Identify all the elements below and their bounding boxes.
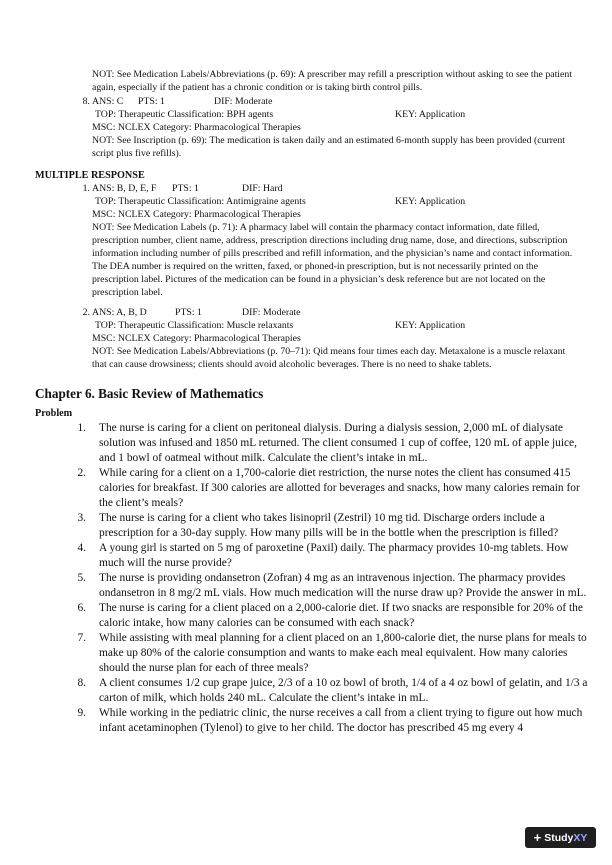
section-heading-multiple-response: MULTIPLE RESPONSE: [35, 170, 145, 181]
answer-difficulty: DIF: Moderate: [242, 307, 301, 318]
problem-item: [72, 631, 592, 676]
problem-text: The nurse is caring for a client placed on a 2,000-calorie diet. If two snacks are responsible for 20% of the caloric intake, how many calories can be consumed with each snack?: [99, 602, 583, 629]
answer-points: PTS: 1: [172, 183, 199, 194]
problem-number: 7.: [77, 632, 86, 644]
answer-keyword: KEY: Application: [395, 196, 466, 207]
answer-number: 1.: [82, 183, 90, 194]
answer-topic: TOP: Therapeutic Classification: Muscle relaxants: [95, 320, 294, 331]
answer-key: ANS: B, D, E, F: [92, 183, 157, 194]
problem-text: The nurse is caring for a client who takes lisinopril (Zestril) 10 mg tid. Discharge orders include a prescription for a 30-day supply. How many pills will be in the bottle when the prescription is filled?: [99, 512, 559, 539]
logo-study: Study: [544, 831, 574, 844]
problem-number: 2.: [77, 467, 86, 479]
problem-number: 9.: [77, 707, 86, 719]
problem-text: The nurse is caring for a client on peritoneal dialysis. During a dialysis session, 2,000 mL of dialysate solution was infused and 1850 mL returned. The client consumed 1 cup of coffee, 120 mL of apple juice, and 1 bowl of oatmeal without milk. Calculate the client’s intake in mL.: [99, 422, 577, 464]
answer-points: PTS: 1: [138, 96, 165, 107]
answer-keyword: KEY: Application: [395, 109, 466, 120]
problem-list: [72, 421, 592, 736]
problem-item: [72, 421, 592, 466]
mr-answer-2: [72, 306, 577, 371]
answer-difficulty: DIF: Hard: [242, 183, 283, 194]
problem-item: [72, 676, 592, 706]
problem-number: 4.: [77, 542, 86, 554]
answer-topic: TOP: Therapeutic Classification: Antimigraine agents: [95, 196, 306, 207]
answer-key: ANS: A, B, D: [92, 307, 147, 318]
refill-note: NOT: See Medication Labels/Abbreviations (p. 69): A prescriber may refill a prescription without asking to see the patient again, especially if the patient has a chronic condition or is taking birth control pills.: [92, 69, 572, 93]
problem-item: [72, 541, 592, 571]
answer-topic: TOP: Therapeutic Classification: BPH agents: [95, 109, 274, 120]
problem-number: 3.: [77, 512, 86, 524]
problem-item: [72, 571, 592, 601]
problem-heading: Problem: [35, 408, 73, 419]
problem-text: While caring for a client on a 1,700-calorie diet restriction, the nurse notes the client has consumed 415 calories for breakfast. If 300 calories are allotted for beverages and snacks, how many calories remain for the client’s meals?: [99, 467, 580, 509]
answer-keyword: KEY: Application: [395, 320, 466, 331]
answer-points: PTS: 1: [175, 307, 202, 318]
problem-item: [72, 601, 592, 631]
problem-text: The nurse is providing ondansetron (Zofran) 4 mg as an intravenous injection. The pharmacy provides ondansetron in 8 mg/2 mL vials. How much medication will the nurse draw up? Provide the answer in mL.: [99, 572, 587, 599]
plus-icon: +: [533, 830, 542, 845]
problem-number: 1.: [77, 422, 86, 434]
problem-text: While assisting with meal planning for a client placed on an 1,800-calorie diet, the nurse plans for meals to make up 80% of the calorie consumption and wants to make each meal equivalent. How many calories should the nurse plan for each of three meals?: [99, 632, 587, 674]
answer-note: NOT: See Medication Labels/Abbreviations (p. 70–71): Qid means four times each day. Metaxalone is a muscle relaxant that can cause drowsiness; clients should avoid alcoholic beverages. There is no need to shake tablets.: [92, 346, 566, 370]
logo-xy: XY: [573, 831, 588, 844]
answer-msc: MSC: NCLEX Category: Pharmacological Therapies: [92, 209, 301, 220]
chapter-title: Chapter 6. Basic Review of Mathematics: [35, 386, 264, 401]
answer-number: 2.: [82, 307, 90, 318]
problem-item: [72, 466, 592, 511]
problem-text: A young girl is started on 5 mg of paroxetine (Paxil) daily. The pharmacy provides 10-mg tablets. How much will the nurse provide?: [99, 542, 569, 569]
problem-number: 5.: [77, 572, 86, 584]
studyxy-logo[interactable]: [525, 827, 596, 848]
answer-key: ANS: C: [92, 96, 124, 107]
answer-8: [72, 95, 577, 160]
problem-number: 8.: [77, 677, 86, 689]
mr-answer-1: [72, 182, 577, 299]
answer-difficulty: DIF: Moderate: [214, 96, 273, 107]
answer-number: 8.: [82, 96, 90, 107]
answer-note: NOT: See Inscription (p. 69): The medication is taken daily and an estimated 6-month supply has been provided (current script plus five refills).: [92, 135, 565, 159]
problem-text: A client consumes 1/2 cup grape juice, 2/3 of a 10 oz bowl of broth, 1/4 of a 4 oz bowl of gelatin, and 1/3 a carton of milk, which holds 240 mL. Calculate the client’s intake in mL.: [99, 677, 588, 704]
answer-note: NOT: See Medication Labels (p. 71): A pharmacy label will contain the pharmacy contact information, date filled, prescription number, client name, address, prescription directions including drug name, dose, and directions, subscription information including number of pills prescribed and refill information, and the physician’s name and contact information. The DEA number is required on the written, faxed, or phoned-in prescription, but is not necessarily printed on the prescription label. Pictures of the medication can be found in a physician’s desk reference but are not located on the prescription label.: [92, 222, 573, 298]
problem-text: While working in the pediatric clinic, the nurse receives a call from a client trying to figure out how much infant acetaminophen (Tylenol) to give to her child. The doctor has prescribed 45 mg every 4: [99, 707, 583, 734]
answer-msc: MSC: NCLEX Category: Pharmacological Therapies: [92, 333, 301, 344]
problem-item: [72, 511, 592, 541]
answer-msc: MSC: NCLEX Category: Pharmacological Therapies: [92, 122, 301, 133]
problem-number: 6.: [77, 602, 86, 614]
problem-item: [72, 706, 592, 736]
